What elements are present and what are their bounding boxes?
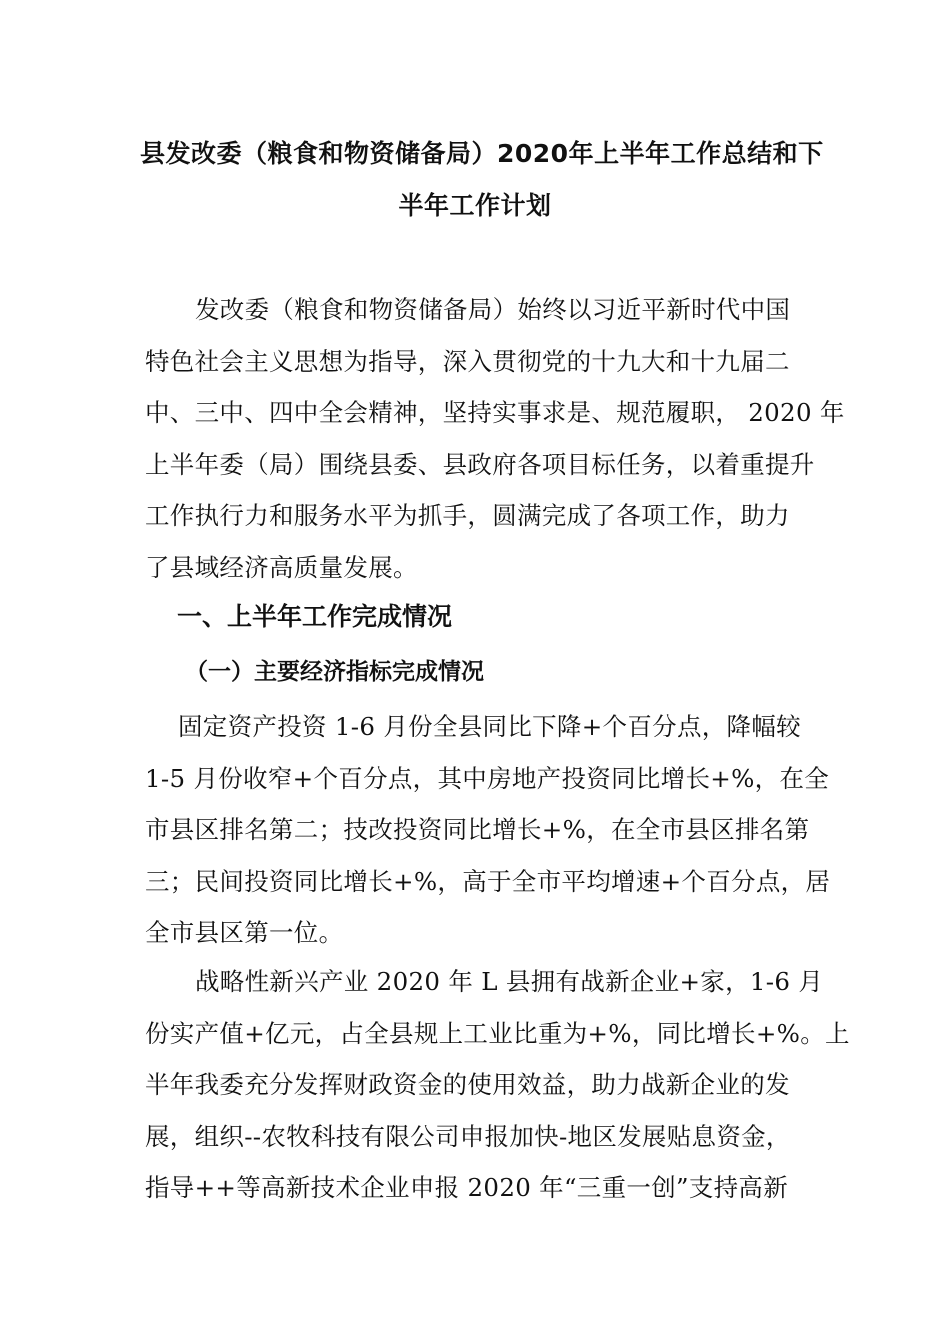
strategic-line: 份实产值+亿元，占全县规上工业比重为+%，同比增长+%。上 bbox=[145, 1018, 850, 1048]
strategic-line: 指导++等高新技术企业申报 2020 年“三重一创”支持高新 bbox=[145, 1173, 789, 1202]
document-title-line-1: 县发改委（粮食和物资储备局）2020年上半年工作总结和下 bbox=[140, 139, 824, 168]
section-heading: 一、上半年工作完成情况 bbox=[177, 602, 453, 631]
strategic-line: 半年我委充分发挥财政资金的使用效益，助力战新企业的发 bbox=[145, 1070, 790, 1099]
document-title-line-2: 半年工作计划 bbox=[398, 191, 552, 220]
intro-line: 发改委（粮食和物资储备局）始终以习近平新时代中国 bbox=[195, 295, 791, 324]
investment-line: 固定资产投资 1-6 月份全县同比下降+个百分点，降幅较 bbox=[178, 712, 801, 741]
investment-line: 市县区排名第二；技改投资同比增长+%，在全市县区排名第 bbox=[145, 815, 810, 844]
intro-paragraph bbox=[145, 290, 845, 599]
intro-line: 上半年委（局）围绕县委、县政府各项目标任务，以着重提升 bbox=[145, 449, 815, 479]
strategic-line: 战略性新兴产业 2020 年 L 县拥有战新企业+家，1-6 月 bbox=[195, 967, 824, 996]
intro-line: 了县域经济高质量发展。 bbox=[145, 552, 418, 582]
investment-line: 全市县区第一位。 bbox=[145, 918, 344, 947]
subsection-heading: （一）主要经济指标完成情况 bbox=[185, 658, 484, 685]
intro-line: 中、三中、四中全会精神，坚持实事求是、规范履职， 2020 年 bbox=[145, 398, 845, 427]
investment-line: 三；民间投资同比增长+%，高于全市平均增速+个百分点，居 bbox=[145, 866, 831, 896]
intro-line: 特色社会主义思想为指导，深入贯彻党的十九大和十九届二 bbox=[145, 346, 790, 376]
strategic-industry-paragraph bbox=[145, 962, 850, 1220]
investment-line: 1-5 月份收窄+个百分点，其中房地产投资同比增长+%，在全 bbox=[145, 763, 830, 793]
investment-paragraph bbox=[145, 707, 831, 965]
intro-line: 工作执行力和服务水平为抓手，圆满完成了各项工作，助力 bbox=[145, 501, 790, 530]
strategic-line: 展，组织--农牧科技有限公司申报加快-地区发展贴息资金， bbox=[145, 1121, 791, 1151]
